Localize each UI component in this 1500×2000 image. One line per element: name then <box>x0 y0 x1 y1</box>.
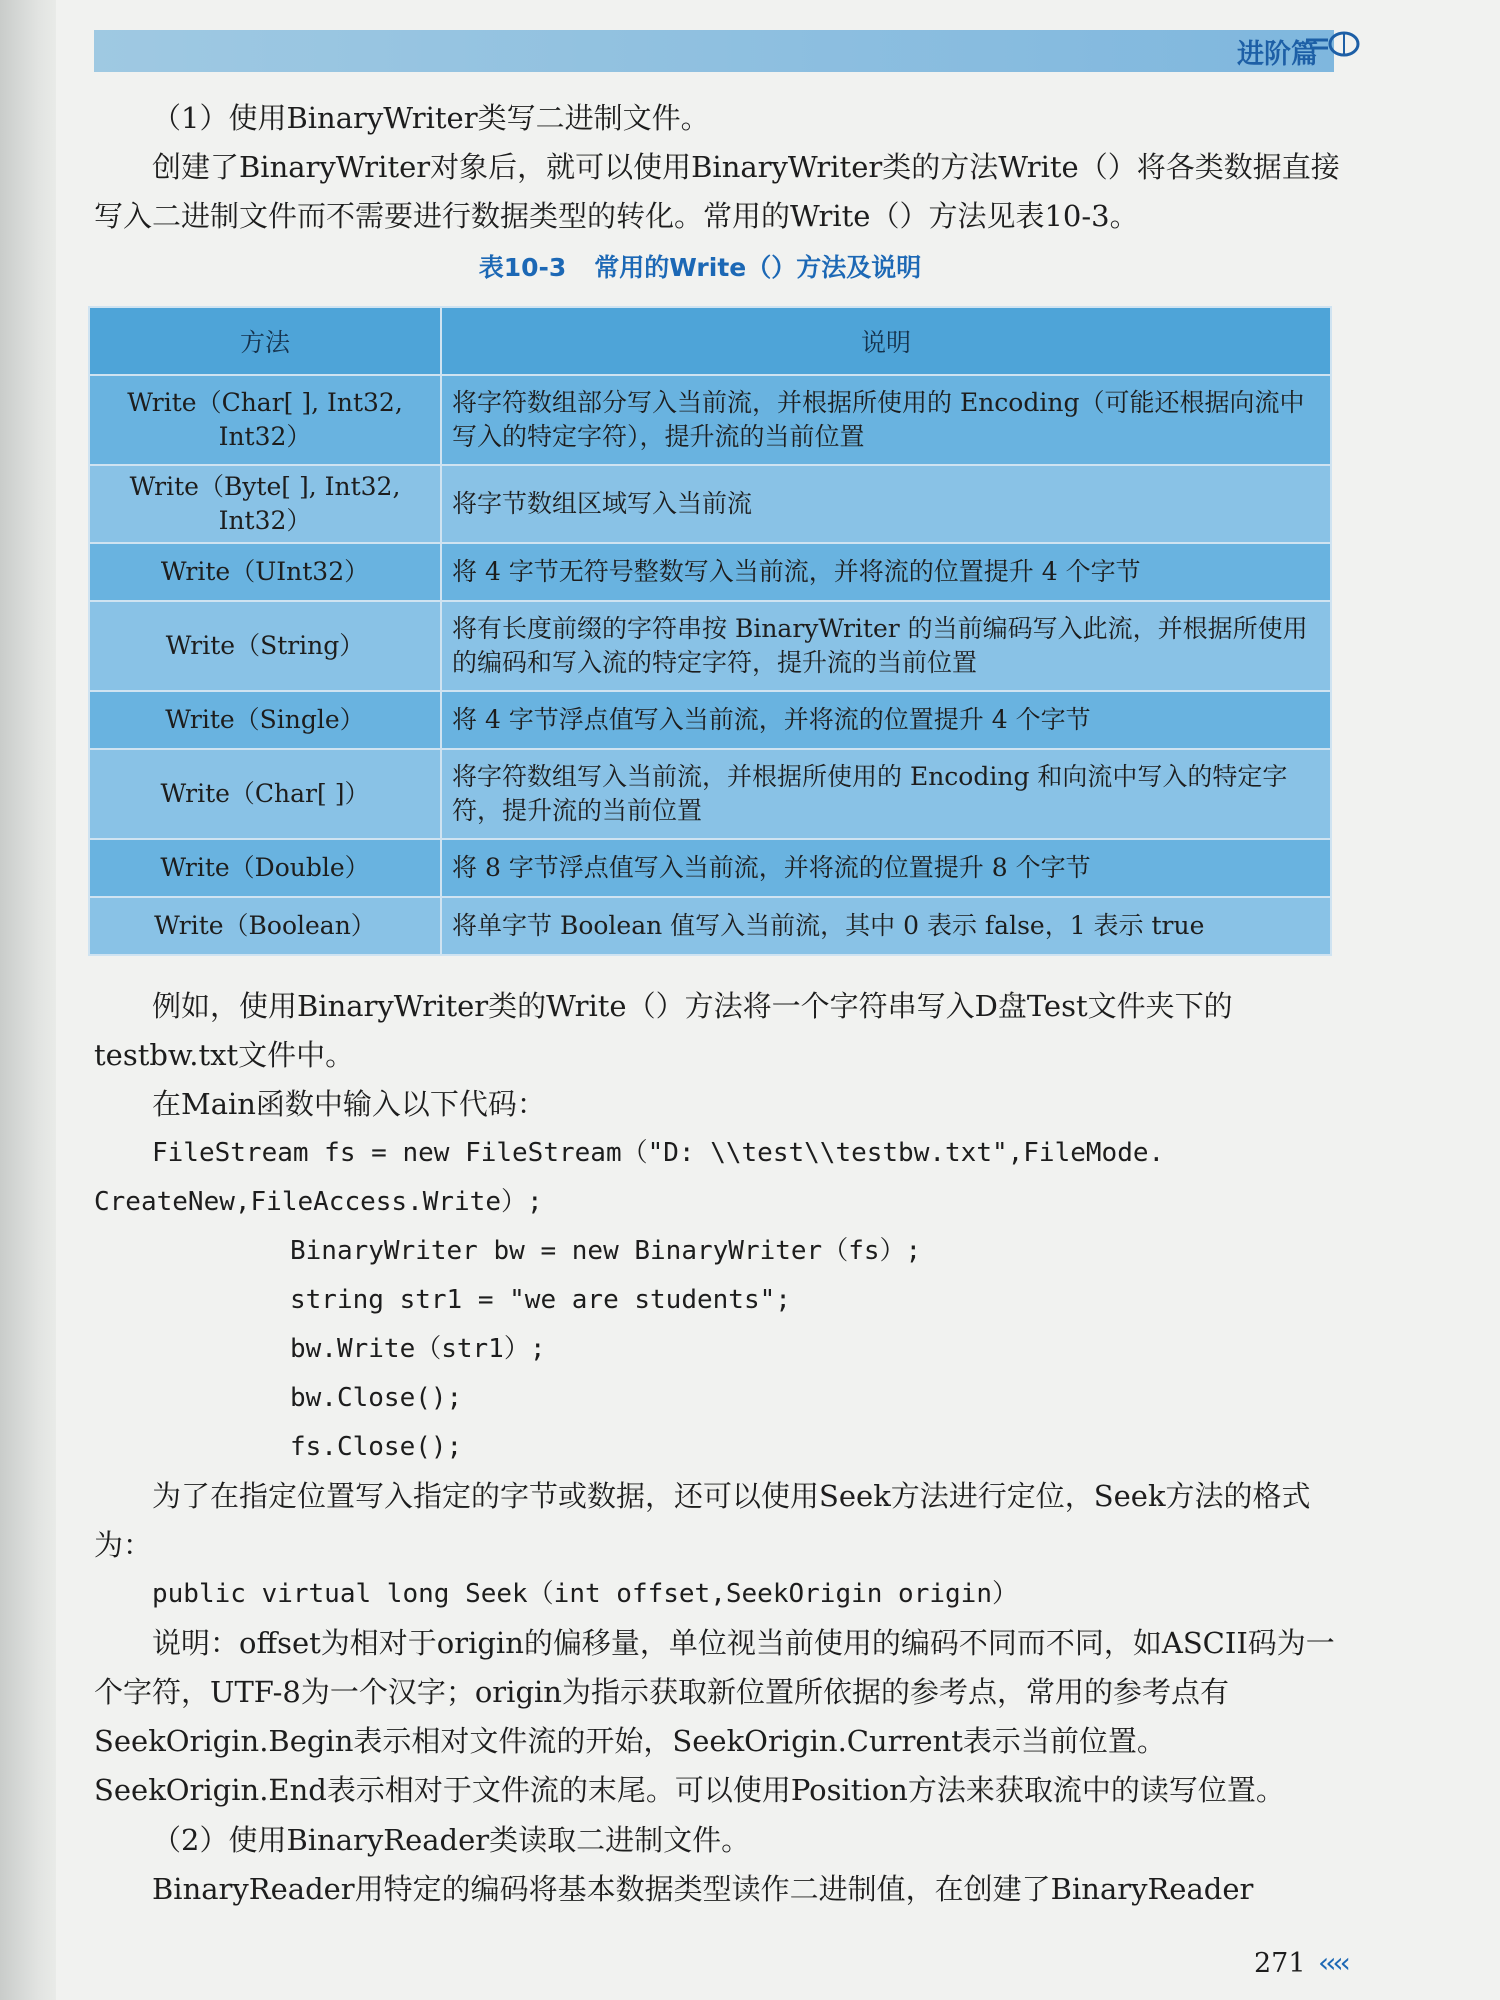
table-row <box>89 375 1331 465</box>
example-section <box>94 982 1354 1472</box>
mouse-icon <box>1306 30 1366 60</box>
book-page <box>56 0 1500 2000</box>
description-cell: 将 4 字节无符号整数写入当前流，并将流的位置提升 4 个字节 <box>441 543 1331 601</box>
table-row <box>89 465 1331 543</box>
description-cell: 将字节数组区域写入当前流 <box>441 465 1331 543</box>
method-cell: Write（Boolean） <box>89 897 441 955</box>
chapter-section-title: 进阶篇 <box>1237 39 1318 70</box>
adjacent-page-edge <box>0 0 56 2000</box>
code-line: fs.Close(); <box>290 1432 463 1462</box>
description-cell: 将字符数组写入当前流，并根据所使用的 Encoding 和向流中写入的特定字符，提升流的当前位置 <box>441 749 1331 839</box>
intro-section <box>94 94 1354 241</box>
seek-signature: public virtual long Seek（int offset,SeekOrigin origin） <box>152 1579 1018 1609</box>
code-line: string str1 = "we are students"; <box>290 1285 791 1315</box>
chapter-header-bar <box>94 30 1334 72</box>
binaryreader-paragraph: BinaryReader用特定的编码将基本数据类型读作二进制值，在创建了BinaryReader <box>152 1872 1254 1906</box>
table-title: 常用的Write（）方法及说明 <box>594 253 922 282</box>
table-row <box>89 691 1331 749</box>
table-row <box>89 543 1331 601</box>
method-cell: Write（Double） <box>89 839 441 897</box>
example-intro-paragraph: 例如，使用BinaryWriter类的Write（）方法将一个字符串写入D盘Test文件夹下的testbw.txt文件中。 <box>94 989 1233 1072</box>
method-cell: Write（Char[ ]） <box>89 749 441 839</box>
binaryreader-section <box>94 1816 1354 1914</box>
seek-intro-paragraph: 为了在指定位置写入指定的字节或数据，还可以使用Seek方法进行定位，Seek方法的格式为： <box>94 1479 1311 1562</box>
write-methods-table <box>88 306 1332 956</box>
method-cell: Write（Char[ ], Int32, Int32） <box>89 375 441 465</box>
method-cell: Write（Byte[ ], Int32, Int32） <box>89 465 441 543</box>
description-cell: 将 8 字节浮点值写入当前流，并将流的位置提升 8 个字节 <box>441 839 1331 897</box>
section-heading-binaryreader: （2）使用BinaryReader类读取二进制文件。 <box>152 1823 751 1857</box>
description-cell: 将单字节 Boolean 值写入当前流，其中 0 表示 false，1 表示 true <box>441 897 1331 955</box>
table-row <box>89 749 1331 839</box>
page-arrows-ornament: ‹‹‹‹ <box>1318 1946 1347 1979</box>
seek-explanation-paragraph: 说明：offset为相对于origin的偏移量，单位视当前使用的编码不同而不同，如ASCII码为一个字符，UTF-8为一个汉字；origin为指示获取新位置所依据的参考点，常用的参考点有SeekOrigin.Begin表示相对文件流的开始，SeekOrigin.Current表示当前位置。SeekOrigin.End表示相对于文件流的末尾。可以使用Position方法来获取流中的读写位置。 <box>94 1626 1335 1807</box>
table-row <box>89 601 1331 691</box>
code-line: FileStream fs = new FileStream（"D: \\test\\testbw.txt",FileMode. <box>152 1138 1165 1168</box>
code-line: bw.Write（str1）; <box>290 1334 546 1364</box>
code-line: BinaryWriter bw = new BinaryWriter（fs）; <box>290 1236 922 1266</box>
table-number: 表10-3 <box>478 253 567 282</box>
table-caption <box>94 248 1334 284</box>
code-line: bw.Close(); <box>290 1383 463 1413</box>
column-header-description: 说明 <box>441 307 1331 375</box>
description-cell: 将有长度前缀的字符串按 BinaryWriter 的当前编码写入此流，并根据所使用的编码和写入流的特定字符，提升流的当前位置 <box>441 601 1331 691</box>
code-line: CreateNew,FileAccess.Write）; <box>94 1187 543 1217</box>
method-cell: Write（Single） <box>89 691 441 749</box>
main-function-note: 在Main函数中输入以下代码： <box>152 1087 546 1121</box>
table-header-row <box>89 307 1331 375</box>
table-row <box>89 839 1331 897</box>
description-cell: 将字符数组部分写入当前流，并根据所使用的 Encoding（可能还根据向流中写入的特定字符），提升流的当前位置 <box>441 375 1331 465</box>
column-header-method: 方法 <box>89 307 441 375</box>
table-row <box>89 897 1331 955</box>
description-cell: 将 4 字节浮点值写入当前流，并将流的位置提升 4 个字节 <box>441 691 1331 749</box>
intro-paragraph: 创建了BinaryWriter对象后，就可以使用BinaryWriter类的方法Write（）将各类数据直接写入二进制文件而不需要进行数据类型的转化。常用的Write（）方法见表10-3。 <box>94 150 1340 233</box>
page-number: 271 <box>1254 1948 1306 1979</box>
seek-section <box>94 1472 1354 1815</box>
method-cell: Write（UInt32） <box>89 543 441 601</box>
method-cell: Write（String） <box>89 601 441 691</box>
section-heading-binarywriter: （1）使用BinaryWriter类写二进制文件。 <box>152 101 710 135</box>
